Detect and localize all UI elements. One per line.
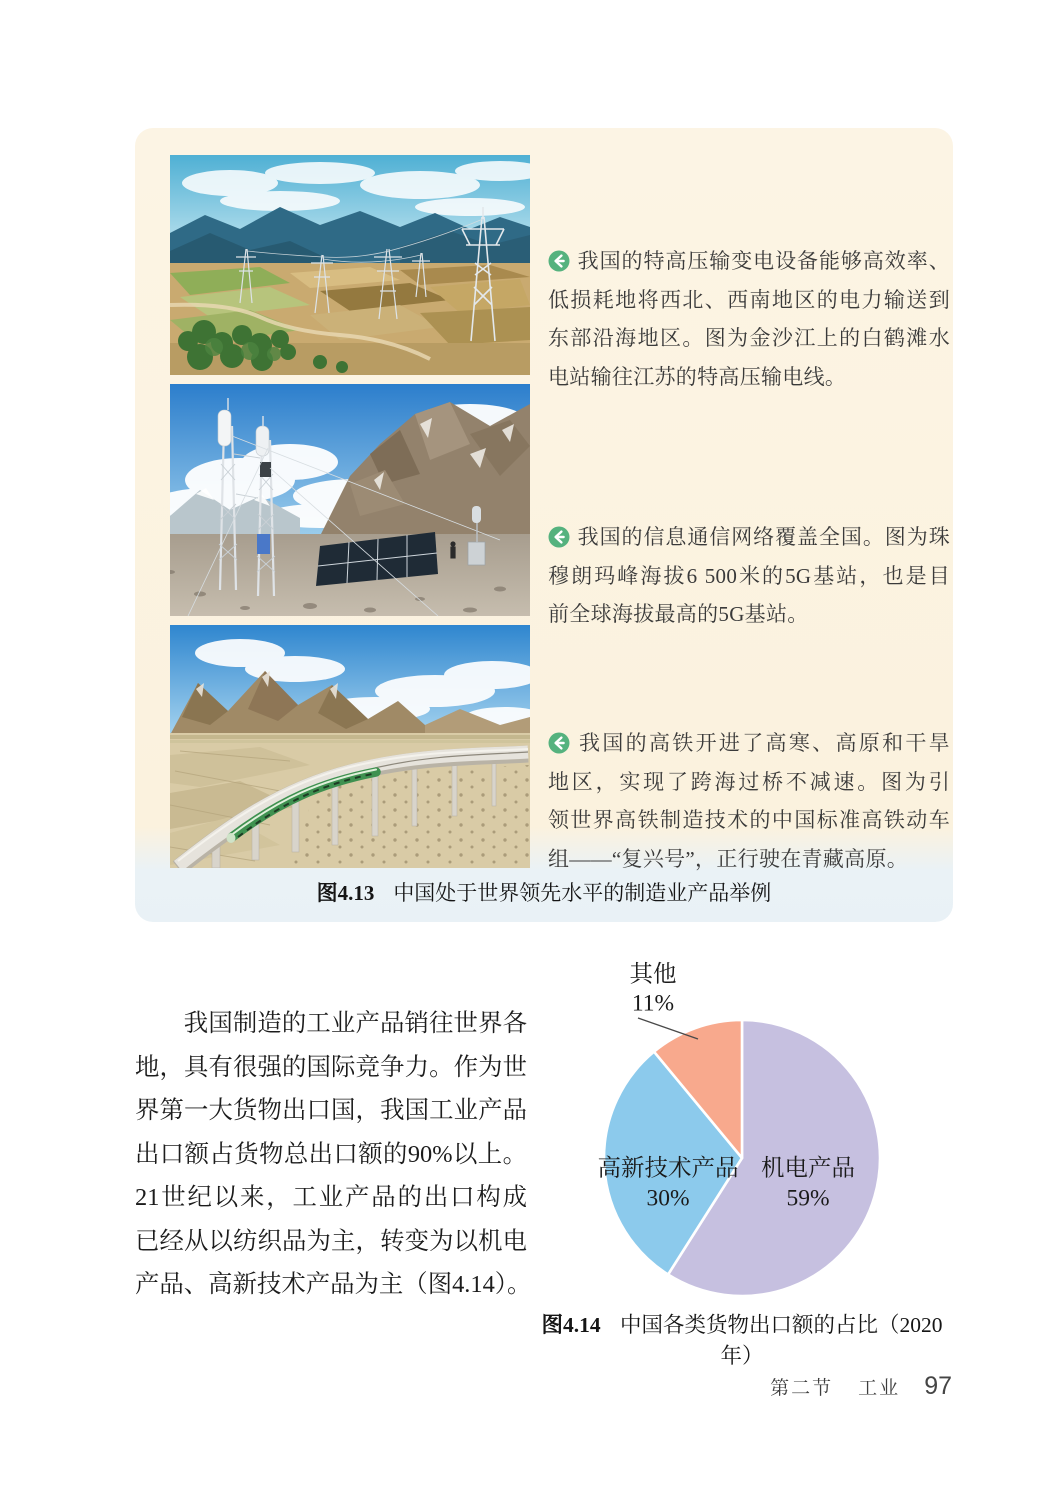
5g-base-station-photo xyxy=(170,384,530,616)
figure-caption-text: 中国各类货物出口额的占比（2020年） xyxy=(619,1313,943,1368)
figure-4-13-caption xyxy=(135,877,953,907)
caption-line: 穆朗玛峰海拔6 500米的5G基站，也是目 xyxy=(548,563,950,588)
callout-leader-line xyxy=(638,1018,698,1039)
base-station-illustration xyxy=(170,384,530,616)
paragraph-line: 已经从以纺织品为主，转变为以机电 xyxy=(135,1227,527,1255)
caption-line: 东部沿海地区。图为金沙江上的白鹤滩水 xyxy=(548,326,950,350)
slice-label-mechatronics: 机电产品 xyxy=(761,1155,855,1182)
caption-line xyxy=(548,242,950,281)
power-transmission-lines-photo xyxy=(170,155,530,375)
paragraph-line: 我国制造的工业产品销往世界各 xyxy=(183,1010,527,1037)
footer-section: 第二节 xyxy=(770,1378,834,1399)
back-arrow-icon xyxy=(548,246,570,268)
caption-line: 电站输往江苏的特高压输电线。 xyxy=(548,364,847,389)
body-paragraph xyxy=(135,1002,532,1307)
caption-line: 前全球海拔最高的5G基站。 xyxy=(548,602,809,626)
paragraph-line: 21世纪以来，工业产品的出口构成 xyxy=(135,1184,527,1211)
back-arrow-icon xyxy=(548,728,570,750)
figure-caption-text: 中国处于世界领先水平的制造业产品举例 xyxy=(393,881,772,905)
figure-4-14-caption xyxy=(540,1308,944,1370)
slice-pct-mechatronics: 59% xyxy=(786,1185,830,1212)
figure-4-13-panel xyxy=(135,128,953,922)
footer-topic: 工业 xyxy=(858,1378,901,1399)
paragraph-line: 产品、高新技术产品为主（图4.14）。 xyxy=(135,1271,532,1298)
caption-text: 我国的高铁开进了高寒、高原和干旱 xyxy=(577,731,950,755)
back-arrow-icon xyxy=(548,522,570,544)
slice-label-other: 其他 xyxy=(629,961,677,988)
export-share-pie-chart xyxy=(540,948,960,1310)
photo-caption-5g xyxy=(548,518,950,634)
caption-line: 组——“复兴号”，正行驶在青藏高原。 xyxy=(548,846,909,871)
caption-text: 我国的信息通信网络覆盖全国。图为珠 xyxy=(577,525,950,549)
slice-pct-hightech: 30% xyxy=(646,1185,690,1212)
figure-label: 图4.14 xyxy=(541,1313,601,1337)
caption-line: 地区，实现了跨海过桥不减速。图为引 xyxy=(548,769,950,794)
caption-line: 低损耗地将西北、西南地区的电力输送到 xyxy=(548,287,950,312)
figure-label: 图4.13 xyxy=(316,881,375,905)
caption-line: 领世界高铁制造技术的中国标准高铁动车 xyxy=(548,808,950,832)
slice-pct-other: 11% xyxy=(631,990,675,1017)
fuxing-high-speed-train-photo xyxy=(170,625,530,868)
train-illustration xyxy=(170,625,530,868)
caption-text: 我国的特高压输变电设备能够高效率、 xyxy=(577,249,950,273)
page-footer xyxy=(770,1372,952,1401)
photo-caption-power-lines xyxy=(548,242,950,396)
paragraph-line: 出口额占货物总出口额的90%以上。 xyxy=(135,1140,527,1168)
caption-line xyxy=(548,724,950,763)
paragraph-line: 地，具有很强的国际竞争力。作为世 xyxy=(135,1053,527,1081)
power-lines-illustration xyxy=(170,155,530,375)
photo-caption-train xyxy=(548,724,950,878)
paragraph-line: 界第一大货物出口国，我国工业产品 xyxy=(135,1097,527,1124)
footer-page-number: 97 xyxy=(924,1372,952,1400)
slice-label-hightech: 高新技术产品 xyxy=(597,1155,739,1182)
caption-line xyxy=(548,518,950,557)
